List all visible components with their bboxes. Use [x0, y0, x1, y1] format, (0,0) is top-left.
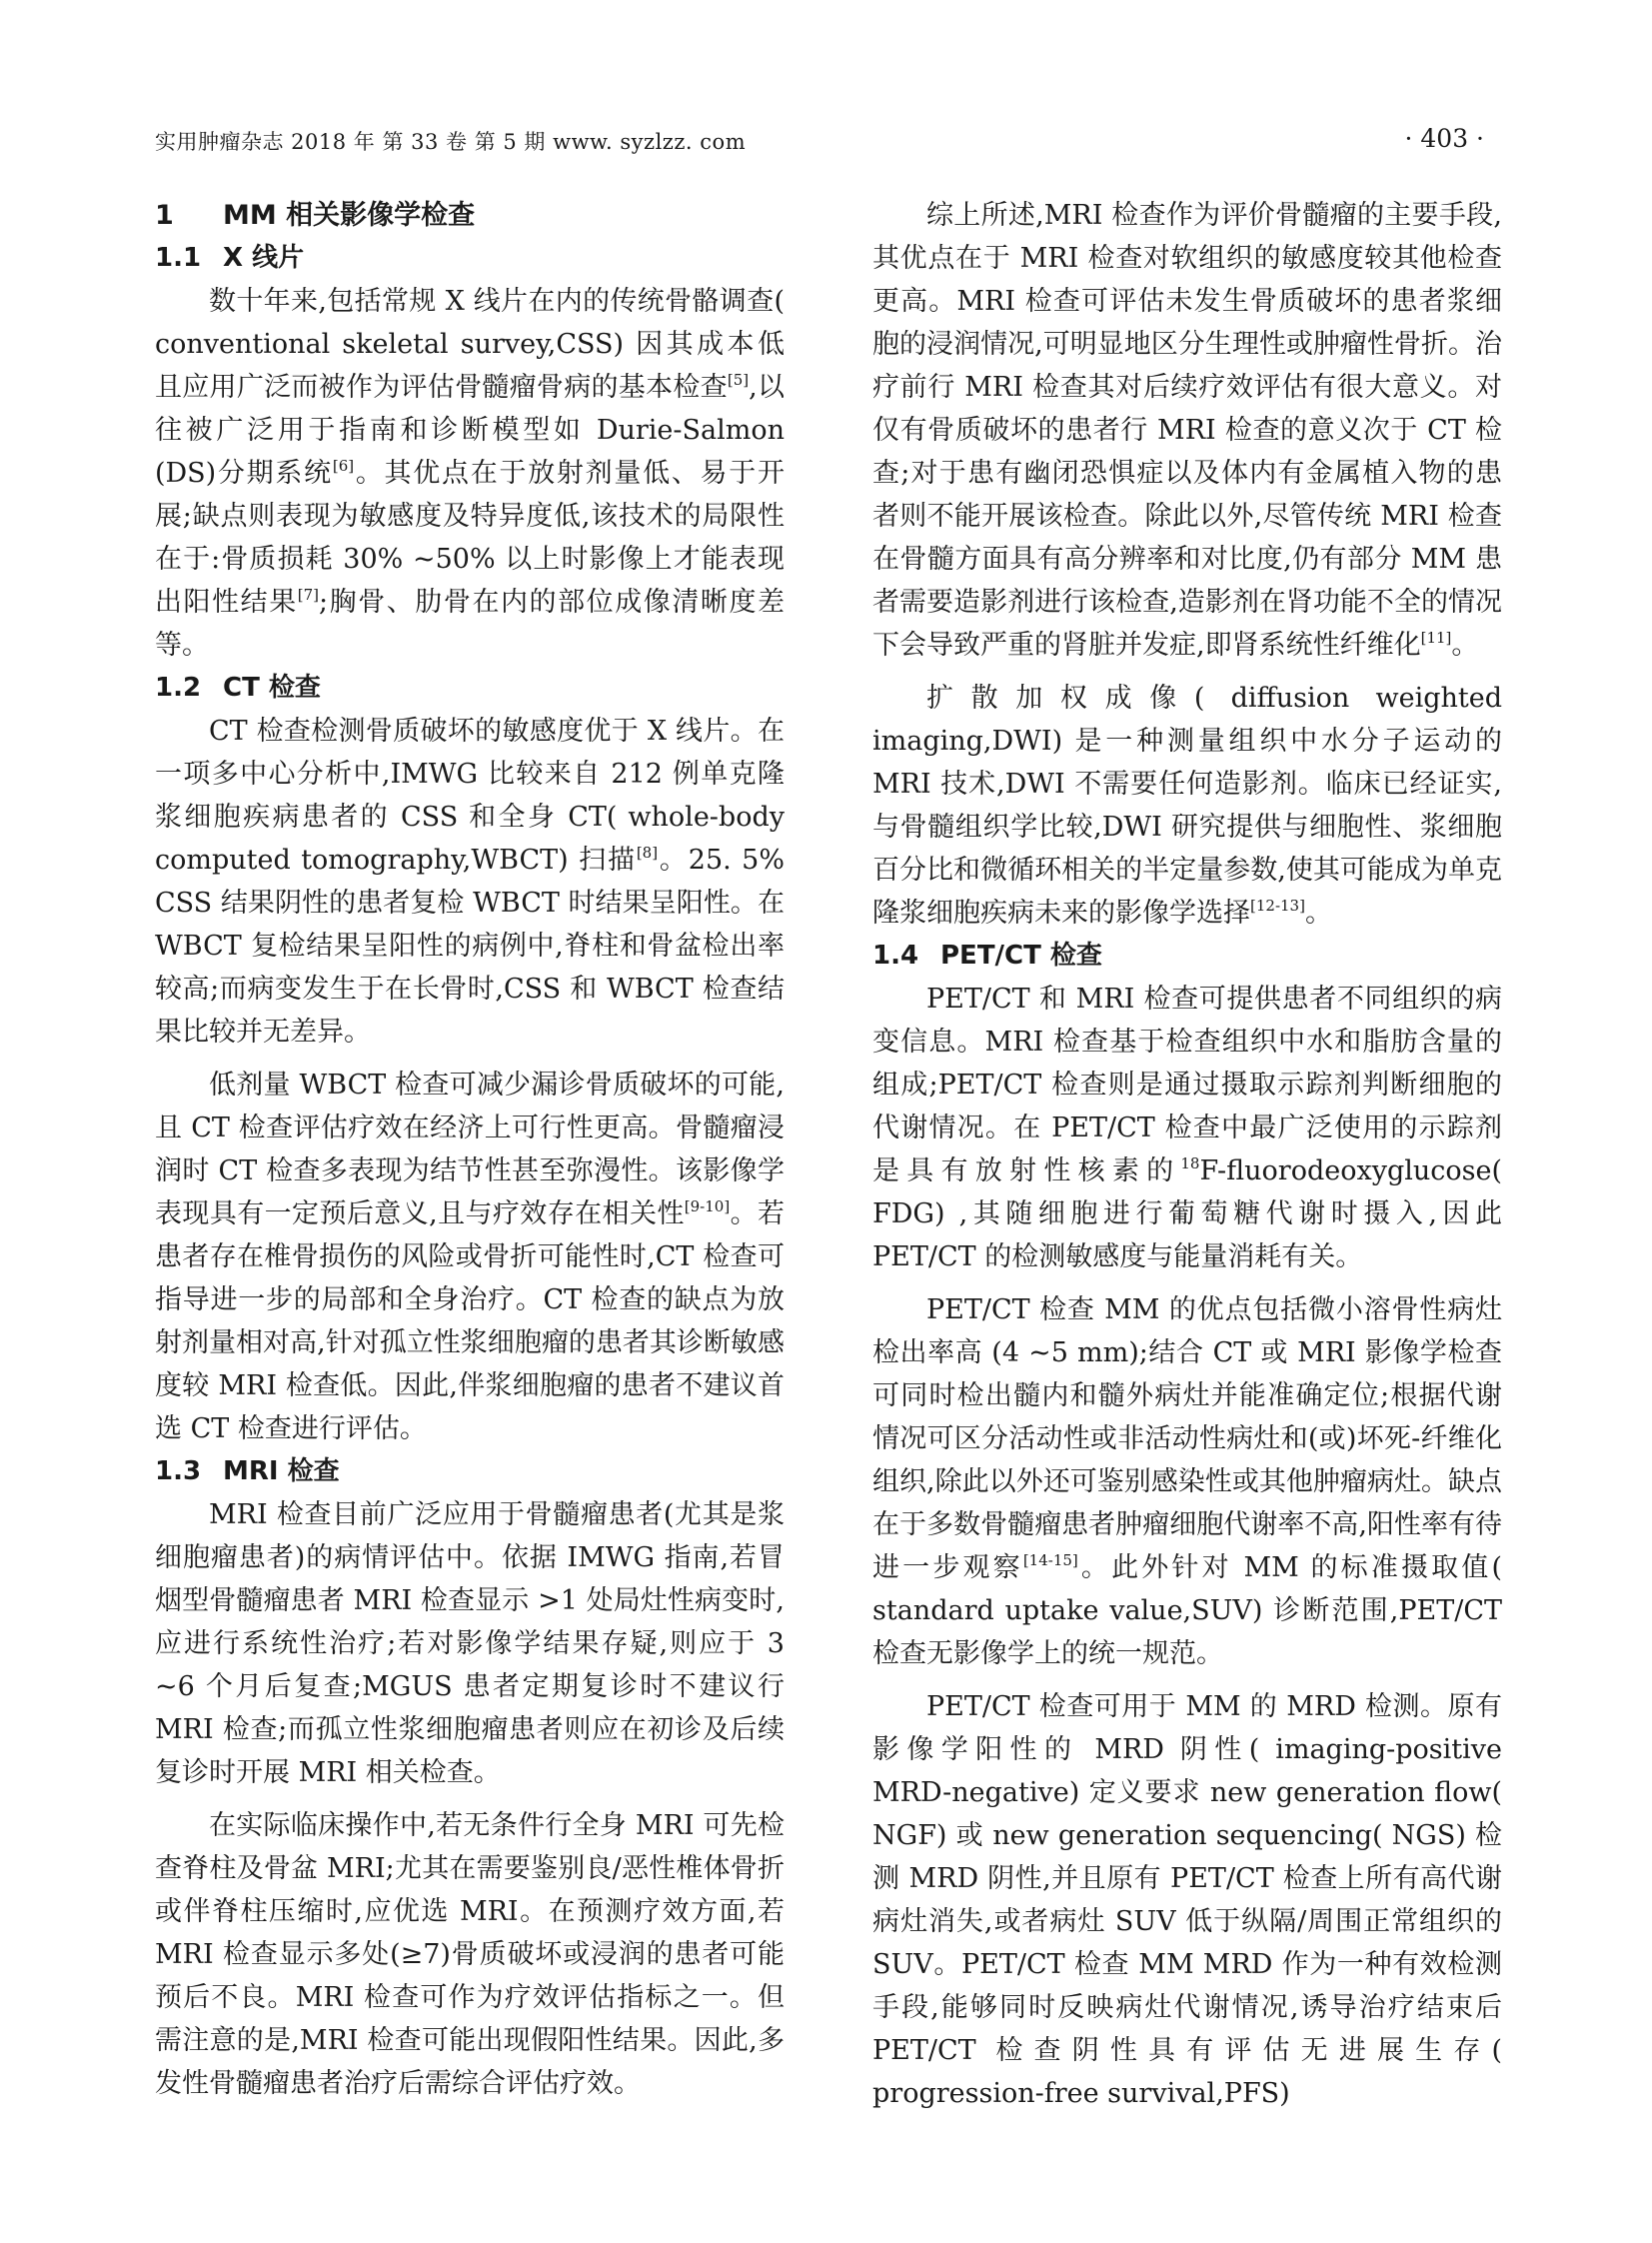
citation: [8]: [636, 844, 659, 862]
text-run: 。其优点在于放射剂量低、易于开展;缺点则表现为敏感度及特异度低,该技术的局限性在于:骨质损耗 30% ~50% 以上时影像上才能表现出阳性结果: [155, 458, 786, 618]
paragraph-xray: [155, 280, 785, 667]
paragraph-petct-3: PET/CT 检查可用于 MM 的 MRD 检测。原有影像学阳性的 MRD 阴性( imaging-positive MRD-negative) 定义要求 new generation flow( NGF) 或 new generation sequencing( NGS) 检测 MRD 阴性,并且原有 PET/CT 检查上所有高代谢病灶消失,或者病灶 SUV 低于纵隔/周围正常组织的 SUV。PET/CT 检查 MM MRD 作为一种有效检测手段,能够同时反映病灶代谢情况,诱导治疗结束后 PET/CT 检查阴性具有评估无进展生存( progression-free survival,PFS): [872, 1691, 1502, 2109]
text-run: CT 检查检测骨质破坏的敏感度优于 X 线片。在一项多中心分析中,IMWG 比较来自 212 例单克隆浆细胞疾病患者的 CSS 和全身 CT( whole-body computed tomography,WBCT) 扫描: [155, 716, 785, 876]
paragraph-mri-1: MRI 检查目前广泛应用于骨髓瘤患者(尤其是浆细胞瘤患者)的病情评估中。依据 IMWG 指南,若冒烟型骨髓瘤患者 MRI 检查显示 >1 处局灶性病变时,应进行系统性治疗;若对影像学结果存疑,则应于 3 ~6 个月后复查;MGUS 患者定期复诊时不建议行 MRI 检查;而孤立性浆细胞瘤患者则应在初诊及后续复诊时开展 MRI 相关检查。: [155, 1499, 785, 1788]
text-run: 。25. 5% CSS 结果阴性的患者复检 WBCT 时结果呈阳性。在 WBCT 复检结果呈阳性的病例中,脊柱和骨盆检出率较高;而病变发生于在长骨时,CSS 和 WBCT 检查结果比较并无差异。: [155, 845, 785, 1048]
subsection-title: MRI 检查: [223, 1456, 340, 1486]
text-run: 扩散加权成像( diffusion weighted imaging,DWI) 是一种测量组织中水分子运动的 MRI 技术,DWI 不需要任何造影剂。临床已经证实,与骨髓组织学比较,DWI 研究提供与细胞性、浆细胞百分比和微循环相关的半定量参数,使其可能成为单克隆浆细胞疾病未来的影像学选择: [872, 683, 1502, 929]
subsection-number: 1.4: [872, 941, 919, 971]
text-run: 综上所述,MRI 检查作为评价骨髓瘤的主要手段,其优点在于 MRI 检查对软组织的敏感度较其他检查更高。MRI 检查可评估未发生骨质破坏的患者浆细胞的浸润情况,可明显地区分生理性或肿瘤性骨折。治疗前行 MRI 检查其对后续疗效评估有很大意义。对仅有骨质破坏的患者行 MRI 检查的意义次于 CT 检查;对于患有幽闭恐惧症以及体内有金属植入物的患者则不能开展该检查。除此以外,尽管传统 MRI 检查在骨髓方面具有高分辨率和对比度,仍有部分 MM 患者需要造影剂进行该检查,造影剂在肾功能不全的情况下会导致严重的肾脏并发症,即肾系统性纤维化: [872, 200, 1502, 661]
section-heading-1: [155, 194, 785, 237]
paragraph-ct-1: [155, 710, 785, 1054]
right-column: [872, 194, 1502, 2115]
citation: [11]: [1420, 629, 1452, 647]
running-header: [155, 124, 1484, 158]
subsection-heading-1-4: [872, 935, 1502, 978]
text-run: 。: [1304, 898, 1332, 929]
citation: [7]: [297, 586, 320, 604]
text-run: PET/CT 和 MRI 检查可提供患者不同组织的病变信息。MRI 检查基于检查组织中水和脂肪含量的组成;PET/CT 检查则是通过摄取示踪剂判断细胞的代谢情况。在 PET/CT 检查中最广泛使用的示踪剂是具有放射性核素的: [872, 984, 1502, 1186]
paragraph-petct-2: [872, 1288, 1502, 1675]
text-run: 。: [1451, 630, 1479, 661]
subsection-title: PET/CT 检查: [940, 941, 1102, 971]
paragraph-ct-2: [155, 1064, 785, 1450]
subsection-heading-1-1: [155, 237, 785, 280]
subsection-number: 1.3: [155, 1456, 202, 1486]
subsection-heading-1-3: [155, 1450, 785, 1493]
section-number: 1: [155, 200, 174, 231]
subsection-title: CT 检查: [223, 673, 321, 703]
text-run: 。此外针对 MM 的标准摄取值( standard uptake value,SUV) 诊断范围,PET/CT 检查无影像学上的统一规范。: [872, 1552, 1503, 1669]
text-run: PET/CT 检查 MM 的优点包括微小溶骨性病灶检出率高 (4 ~5 mm);结合 CT 或 MRI 影像学检查可同时检出髓内和髓外病灶并能准确定位;根据代谢情况可区分活动性或非活动性病灶和(或)坏死-纤维化组织,除此以外还可鉴别感染性或其他肿瘤病灶。缺点在于多数骨髓瘤患者肿瘤细胞代谢率不高,阳性率有待进一步观察: [872, 1294, 1502, 1583]
journal-info: 实用肿瘤杂志 2018 年 第 33 卷 第 5 期 www. syzlzz. com: [155, 130, 747, 154]
subsection-title: X 线片: [223, 243, 305, 273]
section-title: MM 相关影像学检查: [223, 200, 476, 231]
text-run: 。若患者存在椎骨损伤的风险或骨折可能性时,CT 检查可指导进一步的局部和全身治疗。CT 检查的缺点为放射剂量相对高,针对孤立性浆细胞瘤的患者其诊断敏感度较 MRI 检查低。因此,伴浆细胞瘤的患者不建议首选 CT 检查进行评估。: [155, 1198, 785, 1444]
citation: [12-13]: [1250, 897, 1305, 915]
paragraph-mri-summary: [872, 194, 1502, 667]
citation: [6]: [332, 457, 355, 475]
citation: [9-10]: [684, 1197, 731, 1215]
subsection-heading-1-2: [155, 667, 785, 710]
isotope-superscript: 18: [1180, 1154, 1200, 1172]
text-run: F-fluorodeoxyglucose( FDG) ,其随细胞进行葡萄糖代谢时摄入,因此 PET/CT 的检测敏感度与能量消耗有关。: [872, 1155, 1502, 1272]
text-run: 数十年来,包括常规 X 线片在内的传统骨骼调查( conventional skeletal survey,CSS) 因其成本低且应用广泛而被作为评估骨髓瘤骨病的基本检查: [155, 286, 785, 403]
subsection-number: 1.1: [155, 243, 202, 273]
left-column: [155, 194, 785, 2105]
text-run: ;胸骨、肋骨在内的部位成像清晰度差等。: [155, 587, 785, 661]
paragraph-petct-1: [872, 978, 1502, 1278]
text-run: 低剂量 WBCT 检查可减少漏诊骨质破坏的可能,且 CT 检查评估疗效在经济上可行性更高。骨髓瘤浸润时 CT 检查多表现为结节性甚至弥漫性。该影像学表现具有一定预后意义,且与疗效存在相关性: [155, 1070, 785, 1229]
citation: [14-15]: [1022, 1551, 1078, 1569]
paragraph-dwi: [872, 677, 1502, 935]
subsection-number: 1.2: [155, 673, 202, 703]
paragraph-mri-2: 在实际临床操作中,若无条件行全身 MRI 可先检查脊柱及骨盆 MRI;尤其在需要鉴别良/恶性椎体骨折或伴脊柱压缩时,应优选 MRI。在预测疗效方面,若 MRI 检查显示多处(≥7)骨质破坏或浸润的患者可能预后不良。MRI 检查可作为疗效评估指标之一。但需注意的是,MRI 检查可能出现假阳性结果。因此,多发性骨髓瘤患者治疗后需综合评估疗效。: [155, 1810, 785, 2099]
citation: [5]: [727, 371, 750, 389]
page-number: · 403 ·: [1404, 124, 1484, 153]
text-run: ,以往被广泛用于指南和诊断模型如 Durie-Salmon (DS)分期系统: [155, 372, 786, 489]
